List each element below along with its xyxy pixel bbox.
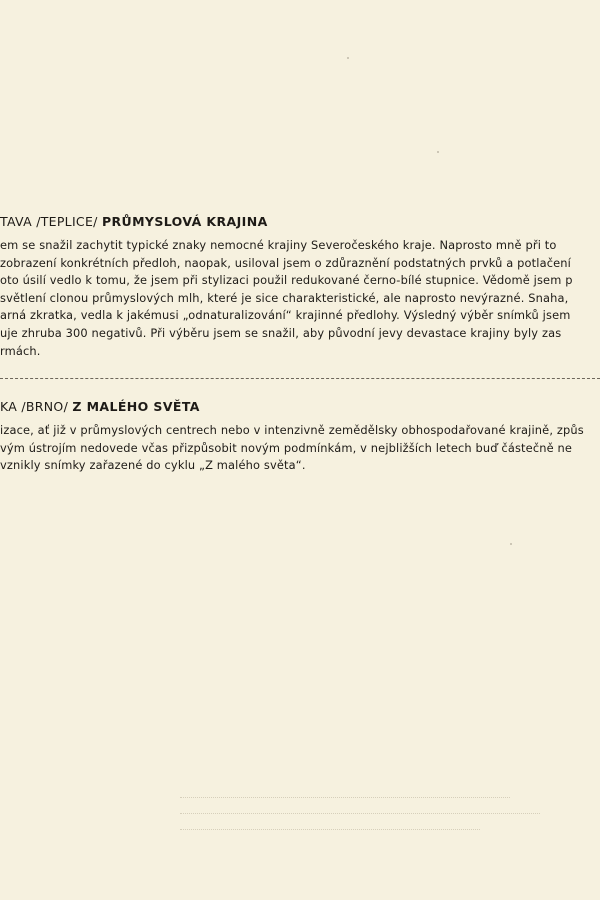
show-through-line xyxy=(180,829,480,830)
paragraph-line: em se snažil zachytit typické znaky nemocné krajiny Severočeského kraje. Naprosto mně při to xyxy=(0,238,557,252)
show-through-line xyxy=(180,813,540,814)
paper-speck xyxy=(437,151,439,153)
paragraph-line: světlení clonou průmyslových mlh, které je sice charakteristické, ale naprosto nevýrazné. Snaha, xyxy=(0,290,569,305)
section-location: TAVA /TEPLICE/ xyxy=(0,214,102,229)
paragraph-line: uje zhruba 300 negativů. Při výběru jsem se snažil, aby původní jevy devastace krajiny byly zas xyxy=(0,325,562,340)
paragraph-line: zobrazení konkrétních předloh, naopak, usiloval jsem o zdůraznění podstatných prvků a potlačení xyxy=(0,255,571,270)
section-divider xyxy=(0,378,600,379)
paragraph-line: vým ústrojím nedovede včas přizpůsobit novým podmínkám, v nejbližších letech buď částečně ne xyxy=(0,440,573,455)
section-location: KA /BRNO/ xyxy=(0,399,73,414)
paragraph-line: arná zkratka, vedla k jakémusi „odnaturalizování“ krajinné předlohy. Výsledný výběr snímků jsem xyxy=(0,308,571,323)
section-small-world xyxy=(0,398,600,475)
paragraph-line: vznikly snímky zařazené do cyklu „Z malého světa“. xyxy=(0,458,306,473)
section-title: Z MALÉHO SVĚTA xyxy=(72,399,200,414)
section-heading xyxy=(0,398,600,416)
section-heading xyxy=(0,213,600,231)
section-industrial-landscape xyxy=(0,213,600,360)
paper-speck xyxy=(510,543,512,545)
paragraph-line: oto úsilí vedlo k tomu, že jsem při stylizaci použil redukované černo-bílé stupnice. Vědomě jsem p xyxy=(0,273,573,288)
show-through-line xyxy=(180,797,510,798)
paragraph-line: izace, ať již v průmyslových centrech nebo v intenzivně zemědělsky obhospodařované krajině, způs xyxy=(0,423,584,437)
paragraph-line: rmách. xyxy=(0,343,41,358)
section-title: PRŮMYSLOVÁ KRAJINA xyxy=(101,214,268,229)
paper-speck xyxy=(347,57,349,59)
